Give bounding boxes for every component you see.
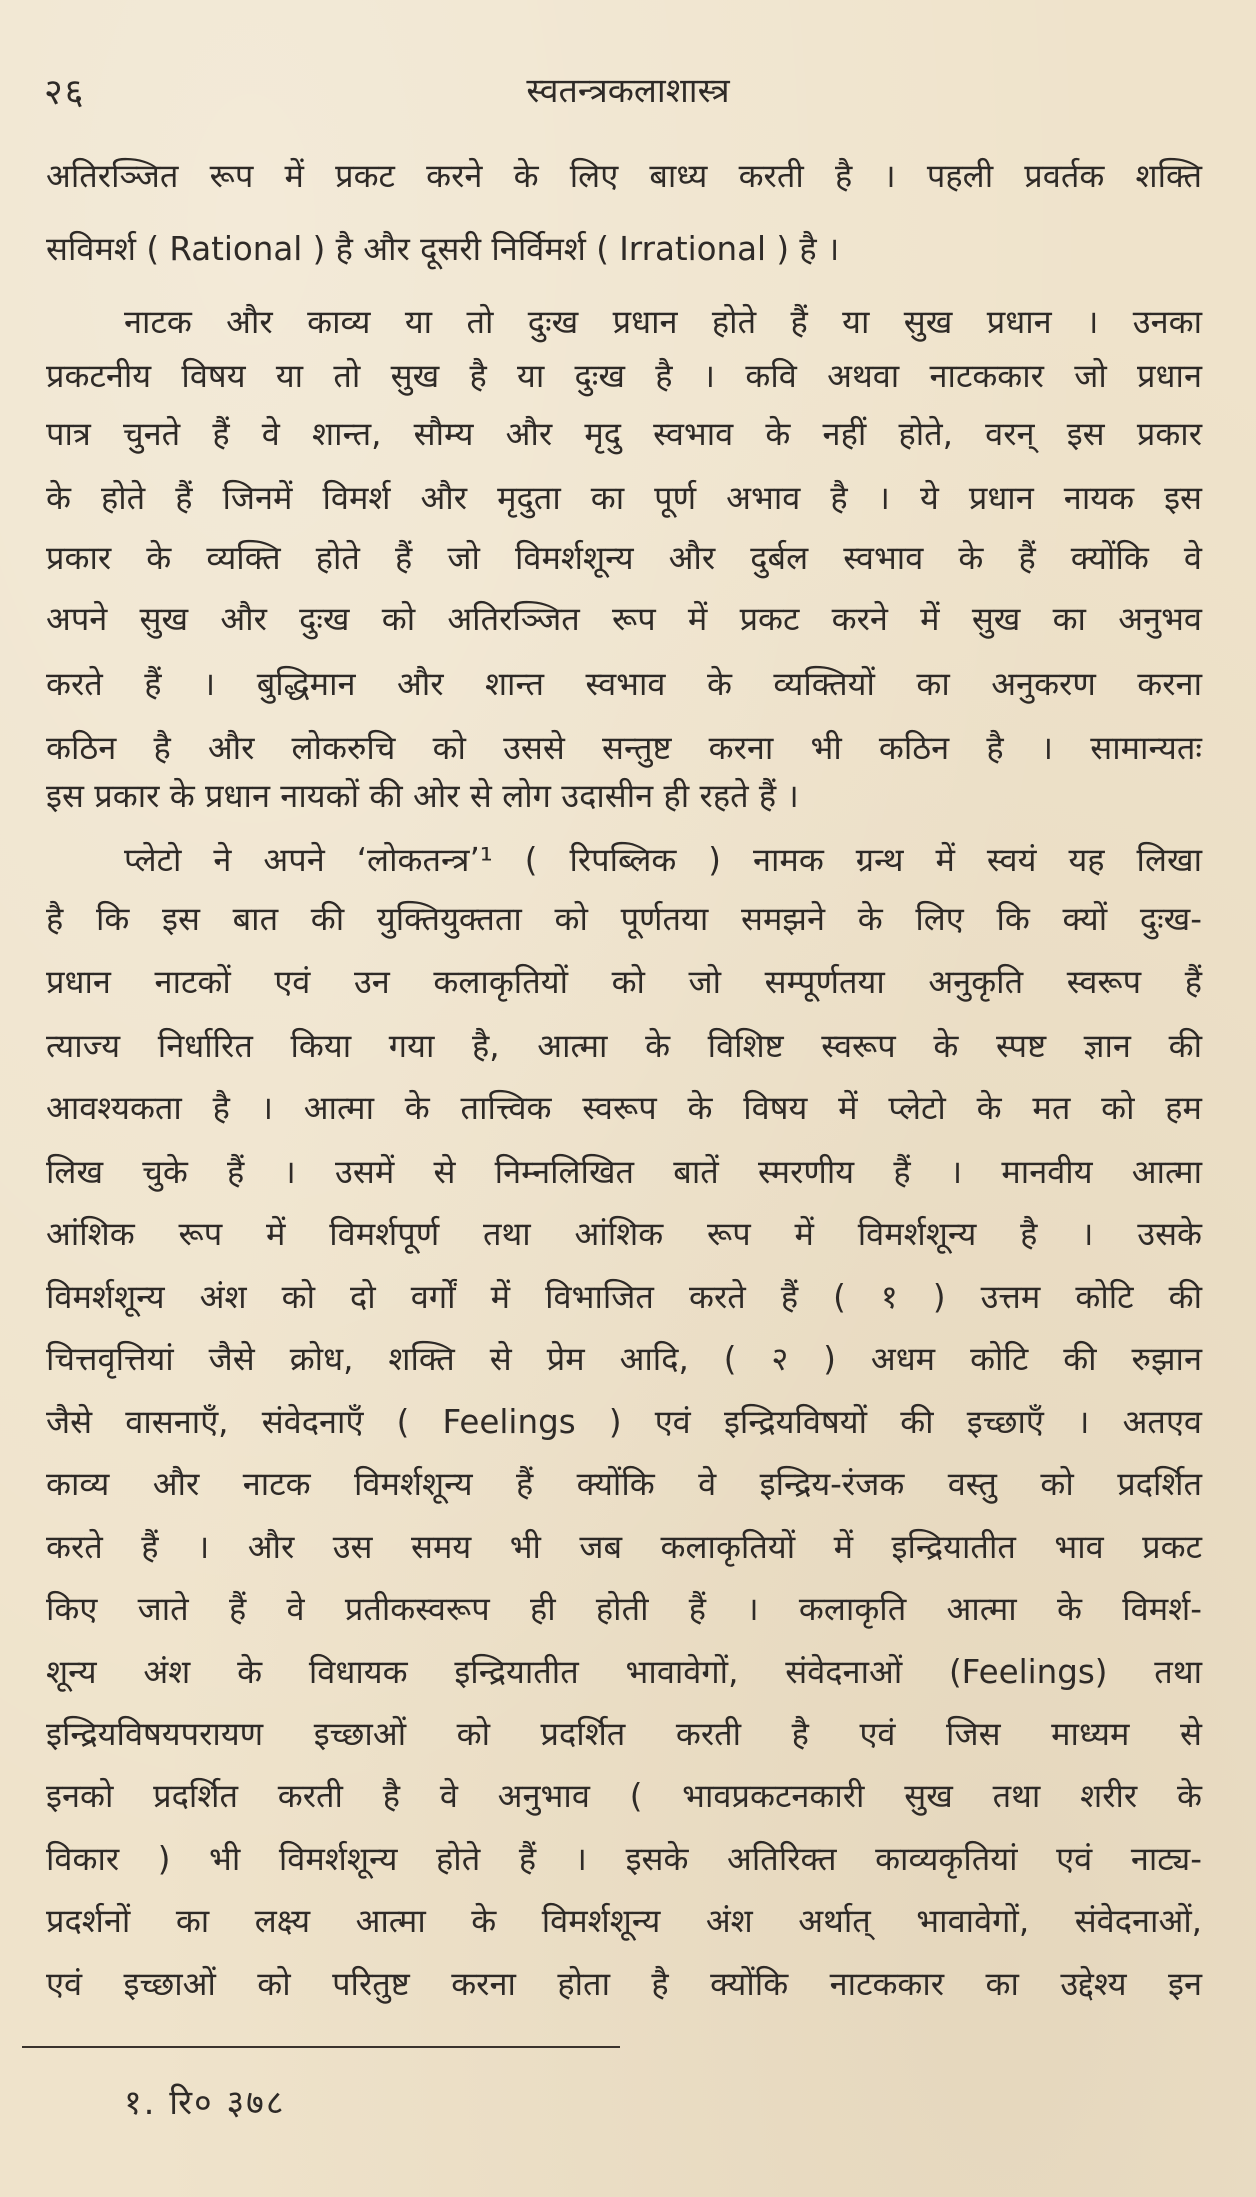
body-line: शून्य अंश के विधायक इन्द्रियातीत भावावेगों, संवेदनाओं (Feelings) तथा	[46, 1653, 1202, 1691]
body-line: इनको प्रदर्शित करती है वे अनुभाव ( भावप्रकटनकारी सुख तथा शरीर के	[46, 1777, 1202, 1815]
body-line: आवश्यकता है । आत्मा के तात्त्विक स्वरूप के विषय में प्लेटो के मत को हम	[46, 1089, 1202, 1127]
body-line: करते हैं । बुद्धिमान और शान्त स्वभाव के व्यक्तियों का अनुकरण करना	[46, 665, 1202, 703]
body-line: करते हैं । और उस समय भी जब कलाकृतियों में इन्द्रियातीत भाव प्रकट	[46, 1528, 1202, 1566]
page-number: २६	[44, 72, 86, 113]
body-line: विमर्शशून्य अंश को दो वर्गों में विभाजित करते हैं ( १ ) उत्तम कोटि की	[46, 1278, 1202, 1316]
body-line: जैसे वासनाएँ, संवेदनाएँ ( Feelings ) एवं इन्द्रियविषयों की इच्छाएँ । अतएव	[46, 1403, 1202, 1441]
body-line: है कि इस बात की युक्तियुक्तता को पूर्णतया समझने के लिए कि क्यों दुःख-	[46, 900, 1202, 938]
body-line: प्लेटो ने अपने ‘लोकतन्त्र’¹ ( रिपब्लिक ) नामक ग्रन्थ में स्वयं यह लिखा	[124, 841, 1202, 879]
footnote: १. रि० ३७८	[124, 2083, 286, 2123]
body-line: इन्द्रियविषयपरायण इच्छाओं को प्रदर्शित करती है एवं जिस माध्यम से	[46, 1715, 1202, 1753]
body-line: के होते हैं जिनमें विमर्श और मृदुता का पूर्ण अभाव है । ये प्रधान नायक इस	[46, 479, 1202, 517]
body-line: एवं इच्छाओं को परितुष्ट करना होता है क्योंकि नाटककार का उद्देश्य इन	[46, 1965, 1202, 2003]
body-line: अतिरञ्जित रूप में प्रकट करने के लिए बाध्य करती है । पहली प्रवर्तक शक्ति	[46, 157, 1202, 195]
body-line: त्याज्य निर्धारित किया गया है, आत्मा के विशिष्ट स्वरूप के स्पष्ट ज्ञान की	[46, 1027, 1202, 1065]
body-line: अपने सुख और दुःख को अतिरञ्जित रूप में प्रकट करने में सुख का अनुभव	[46, 600, 1202, 638]
body-line: प्रधान नाटकों एवं उन कलाकृतियों को जो सम्पूर्णतया अनुकृति स्वरूप हैं	[46, 963, 1202, 1001]
body-line: प्रदर्शनों का लक्ष्य आत्मा के विमर्शशून्य अंश अर्थात् भावावेगों, संवेदनाओं,	[46, 1902, 1202, 1940]
body-line: आंशिक रूप में विमर्शपूर्ण तथा आंशिक रूप में विमर्शशून्य है । उसके	[46, 1215, 1202, 1253]
body-line: इस प्रकार के प्रधान नायकों की ओर से लोग उदासीन ही रहते हैं ।	[46, 777, 799, 815]
body-line: विकार ) भी विमर्शशून्य होते हैं । इसके अतिरिक्त काव्यकृतियां एवं नाट्य-	[46, 1840, 1202, 1878]
body-line: प्रकार के व्यक्ति होते हैं जो विमर्शशून्य और दुर्बल स्वभाव के हैं क्योंकि वे	[46, 539, 1202, 577]
body-line: नाटक और काव्य या तो दुःख प्रधान होते हैं या सुख प्रधान । उनका	[124, 303, 1202, 341]
body-line: सविमर्श ( Rational ) है और दूसरी निर्विमर्श ( Irrational ) है ।	[46, 230, 840, 268]
body-line: प्रकटनीय विषय या तो सुख है या दुःख है । कवि अथवा नाटककार जो प्रधान	[46, 357, 1202, 395]
body-line: किए जाते हैं वे प्रतीकस्वरूप ही होती हैं । कलाकृति आत्मा के विमर्श-	[46, 1590, 1202, 1628]
footnote-divider	[22, 2046, 620, 2048]
body-line: लिख चुके हैं । उसमें से निम्नलिखित बातें स्मरणीय हैं । मानवीय आत्मा	[46, 1153, 1202, 1191]
body-line: काव्य और नाटक विमर्शशून्य हैं क्योंकि वे इन्द्रिय-रंजक वस्तु को प्रदर्शित	[46, 1465, 1202, 1503]
body-line: कठिन है और लोकरुचि को उससे सन्तुष्ट करना भी कठिन है । सामान्यतः	[46, 729, 1202, 767]
body-line: पात्र चुनते हैं वे शान्त, सौम्य और मृदु स्वभाव के नहीं होते, वरन् इस प्रकार	[46, 415, 1202, 453]
running-head: स्वतन्त्रकलाशास्त्र	[526, 71, 730, 111]
body-line: चित्तवृत्तियां जैसे क्रोध, शक्ति से प्रेम आदि, ( २ ) अधम कोटि की रुझान	[46, 1340, 1202, 1378]
